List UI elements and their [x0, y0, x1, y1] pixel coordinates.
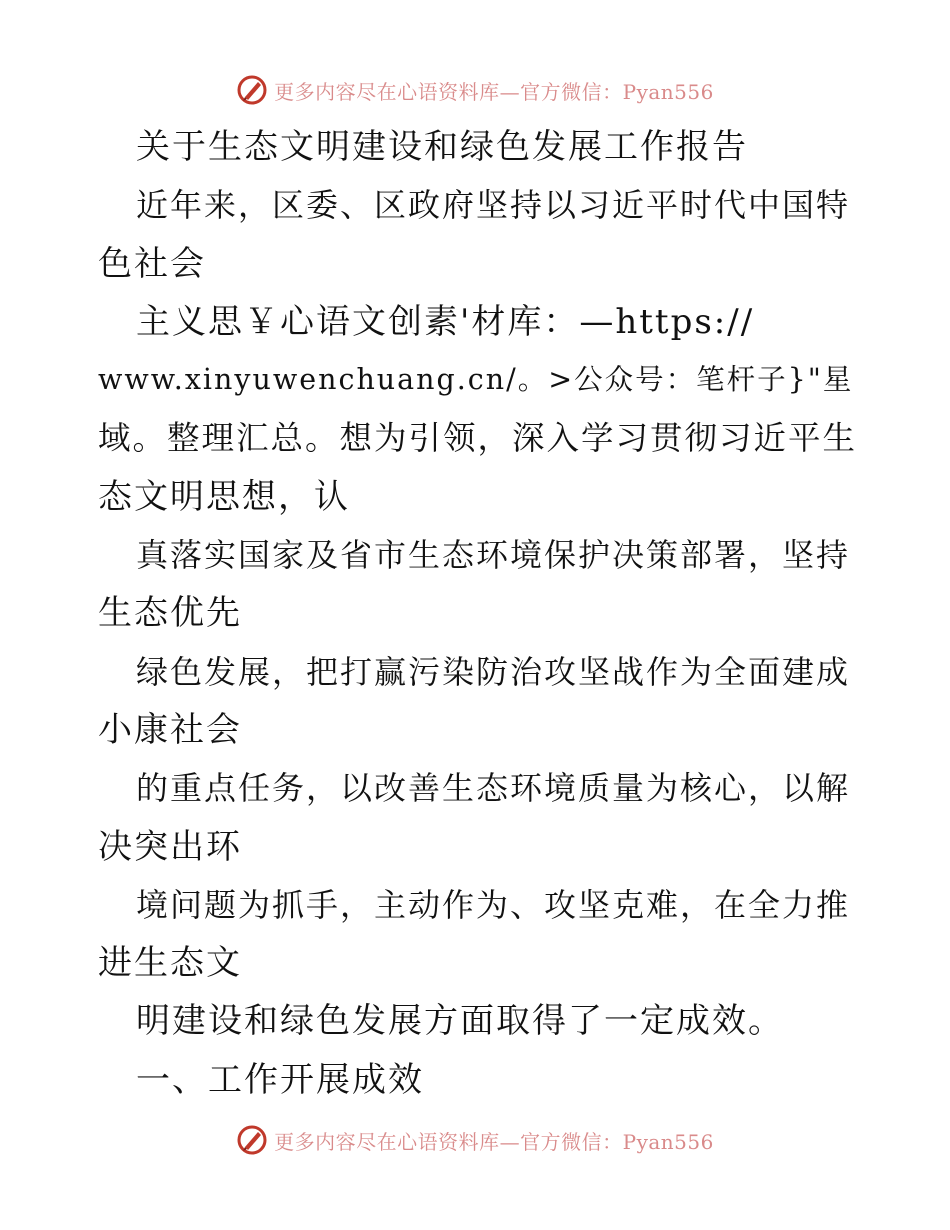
pen-logo-icon [236, 74, 268, 106]
watermark-text: 更多内容尽在心语资料库—官方微信：Pyan556 [274, 79, 714, 104]
text-line: 真落实国家及省市生态环境保护决策部署，坚持 [136, 536, 851, 575]
text-line: 境问题为抓手，主动作为、攻坚克难，在全力推 [136, 885, 851, 924]
text-line: 近年来，区委、区政府坚持以习近平时代中国特 [136, 186, 851, 225]
document-body [98, 118, 858, 1109]
text-line: 色社会 [98, 243, 206, 284]
text-line: 态文明思想，认 [98, 476, 350, 517]
document-title: 关于生态文明建设和绿色发展工作报告 [136, 127, 748, 167]
watermark-text: 更多内容尽在心语资料库—官方微信：Pyan556 [274, 1129, 714, 1154]
text-line: 进生态文 [98, 943, 242, 984]
text-line: 决突出环 [98, 826, 242, 867]
text-line: www.xinyuwenchuang.cn/。>公众号：笔杆子}"星 [98, 363, 854, 397]
text-line: 主义思￥心语文创素'材库：—https:// [136, 301, 755, 342]
text-line: 一、工作开展成效 [136, 1059, 424, 1100]
text-line: 绿色发展，把打赢污染防治攻坚战作为全面建成 [136, 652, 851, 691]
header-watermark [0, 70, 950, 110]
text-line: 的重点任务，以改善生态环境质量为核心，以解 [136, 769, 851, 808]
text-line: 生态优先 [98, 593, 242, 634]
text-line: 明建设和绿色发展方面取得了一定成效。 [136, 1001, 784, 1042]
text-line: 小康社会 [98, 709, 242, 750]
pen-logo-icon [236, 1124, 268, 1156]
text-line: 域。整理汇总。想为引领，深入学习贯彻习近平生 [98, 419, 858, 458]
footer-watermark [0, 1120, 950, 1160]
